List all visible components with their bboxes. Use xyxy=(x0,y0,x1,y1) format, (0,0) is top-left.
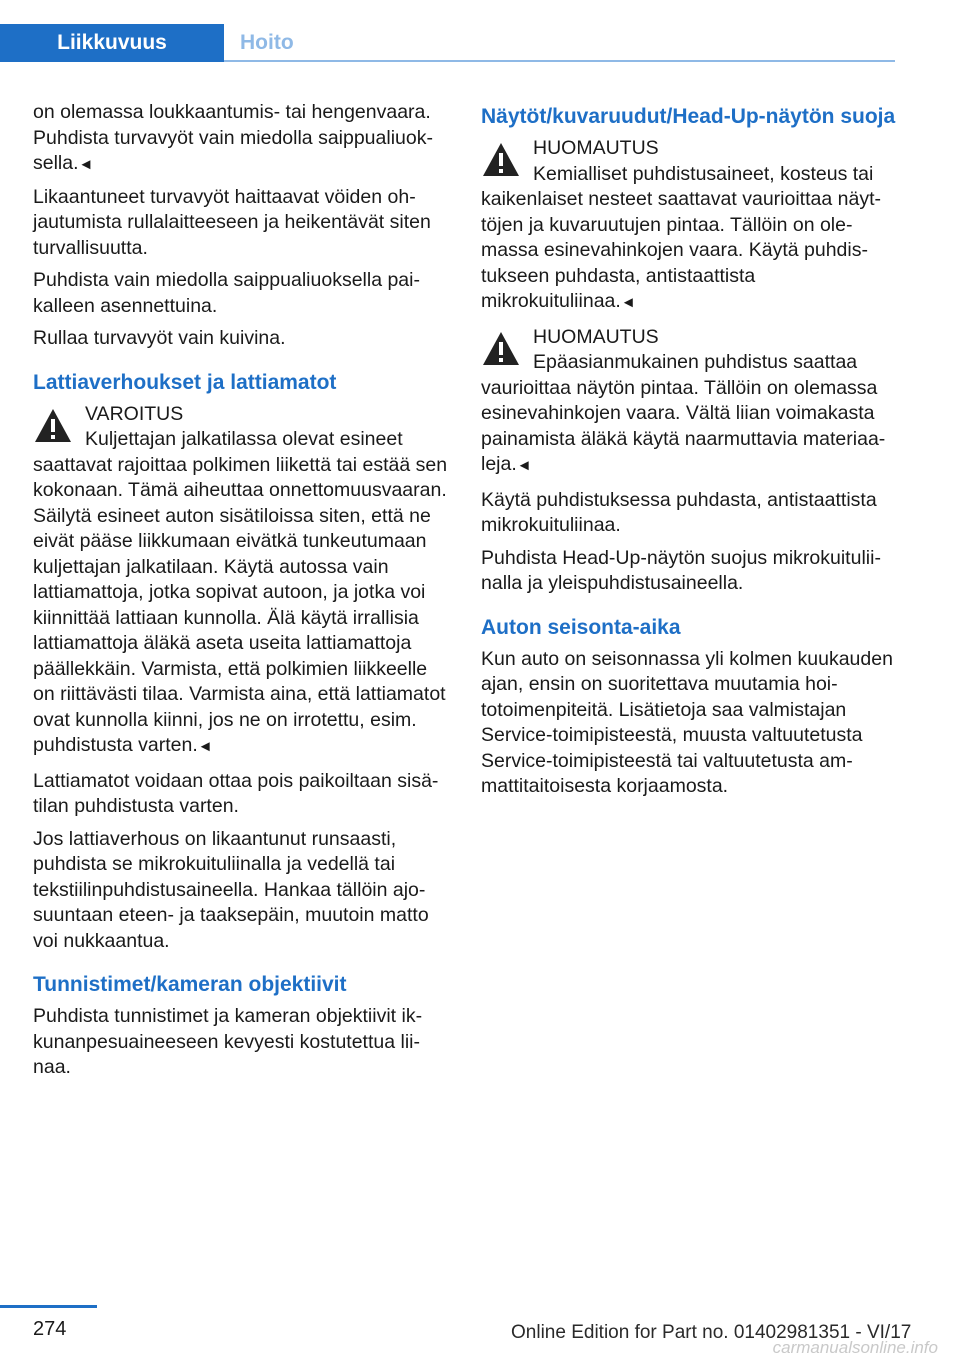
watermark: carmanualsonline.info xyxy=(772,1338,938,1357)
end-mark: ◄ xyxy=(197,738,213,755)
warning-block xyxy=(33,402,448,760)
end-mark: ◄ xyxy=(78,156,94,173)
paragraph: Puhdista vain miedolla saippualiuoksella paikalleen asennettuina. xyxy=(33,269,420,317)
section-heading-seisonta-aika: Auton seisonta-aika xyxy=(481,615,681,639)
page-number-rule xyxy=(0,1305,97,1308)
right-column xyxy=(481,100,896,807)
paragraph: Puhdista tunnistimet ja kameran objektiivit ikkunanpesuaineeseen kevyesti kostutettua liinaa. xyxy=(33,1005,423,1078)
tab-hoito[interactable]: Hoito xyxy=(240,31,294,54)
page-number: 274 xyxy=(33,1318,67,1340)
tab-liikkuvuus[interactable]: Liikkuvuus xyxy=(0,24,224,62)
warning-triangle-icon xyxy=(33,406,73,446)
section-heading-naytot: Näytöt/kuvaruudut/Head-Up-näytön suoja xyxy=(481,105,896,128)
section-heading-tunnistimet: Tunnistimet/kameran objektiivit xyxy=(33,973,347,996)
warning-triangle-icon xyxy=(481,329,521,369)
notice-block xyxy=(481,136,896,316)
paragraph: Kun auto on seisonnassa yli kolmen kuukauden ajan, ensin on suoritettava muutamia hoitotoimenpiteitä. Lisätietoja saa valmistajan Service-toimipisteestä, muusta valtuutetusta Service-toimipisteestä tai valtuutetusta ammattitaitoisesta korjaamosta. xyxy=(481,647,893,797)
warning-title: VAROITUS xyxy=(85,402,184,425)
section-heading-lattiaverhoukset: Lattiaverhoukset ja lattiamatot xyxy=(33,370,337,394)
notice-title: HUOMAUTUS xyxy=(533,325,659,348)
paragraph: Käytä puhdistuksessa puhdasta, antistaattista mikrokuituliinaa. xyxy=(481,488,877,536)
edition-footer: Online Edition for Part no. 01402981351 - VI/17 xyxy=(511,1322,912,1343)
paragraph: on olemassa loukkaantumis- tai hengenvaara. Puhdista turvavyöt vain miedolla saippualiuoksella.◄ xyxy=(33,101,433,174)
end-mark: ◄ xyxy=(620,294,636,311)
paragraph: Puhdista Head-Up-näytön suojus mikrokuituliinalla ja yleispuhdistusaineella. xyxy=(481,546,881,594)
warning-triangle-icon xyxy=(481,140,521,180)
header-rule xyxy=(224,60,895,62)
notice-text: Epäasianmukainen puhdistus saattaa vaurioittaa näytön pintaa. Tällöin on olemassa esinevahinkojen vaara. Vältä liian voimakasta painamista äläkä käytä naarmuttavia materiaaleja. xyxy=(481,351,886,475)
warning-text: Kuljettajan jalkatilassa olevat esineet saattavat rajoittaa polkimen liikettä tai estää sen kokonaan. Tämä aiheuttaa onnettomuusvaaran. Säilytä esineet auton sisätiloissa siten, että ne eivät pääse liikkumaan eivätkä tunkeutumaan kuljettajan jalkatilaan. Käytä autossa vain lattiamattoja, jotka sopivat autoon, ja jotka voi kiinnittää lattiaan kunnolla. Älä käytä irrallisia lattiamattoja äläkä aseta useita lattiamattoja päällekkäin. Varmista, että polkimien liikkeelle on riittävästi tilaa. Varmista aina, että lattiamatot ovat kunnolla kiinni, jos ne on irrotettu, esim. puhdistusta varten. xyxy=(33,428,448,756)
header-tabbar xyxy=(0,24,895,62)
paragraph: Jos lattiaverhous on likaantunut runsaasti, puhdista se mikrokuituliinalla ja vedellä tai tekstiilinpuhdistusaineella. Hankaa tällöin ajosuuntaan eteen- ja taaksepäin, muutoin matto voi nukkaantua. xyxy=(33,827,429,952)
notice-text: Kemialliset puhdistusaineet, kosteus tai kaikenlaiset nesteet saattavat vaurioittaa näyttöjen ja kuvaruutujen pintaa. Tällöin on olemassa esinevahinkojen vaara. Käytä puhdistukseen puhdasta, antistaattista mikrokuituliinaa. xyxy=(481,162,881,312)
notice-block xyxy=(481,325,896,479)
left-column xyxy=(33,100,448,1088)
notice-title: HUOMAUTUS xyxy=(533,137,659,159)
paragraph: Likaantuneet turvavyöt haittaavat vöiden ohjautumista rullalaitteeseen ja heikentävät siten turvallisuutta. xyxy=(33,185,431,259)
end-mark: ◄ xyxy=(516,457,532,474)
paragraph: Rullaa turvavyöt vain kuivina. xyxy=(33,327,286,349)
paragraph: Lattiamatot voidaan ottaa pois paikoiltaan sisätilan puhdistusta varten. xyxy=(33,769,439,817)
